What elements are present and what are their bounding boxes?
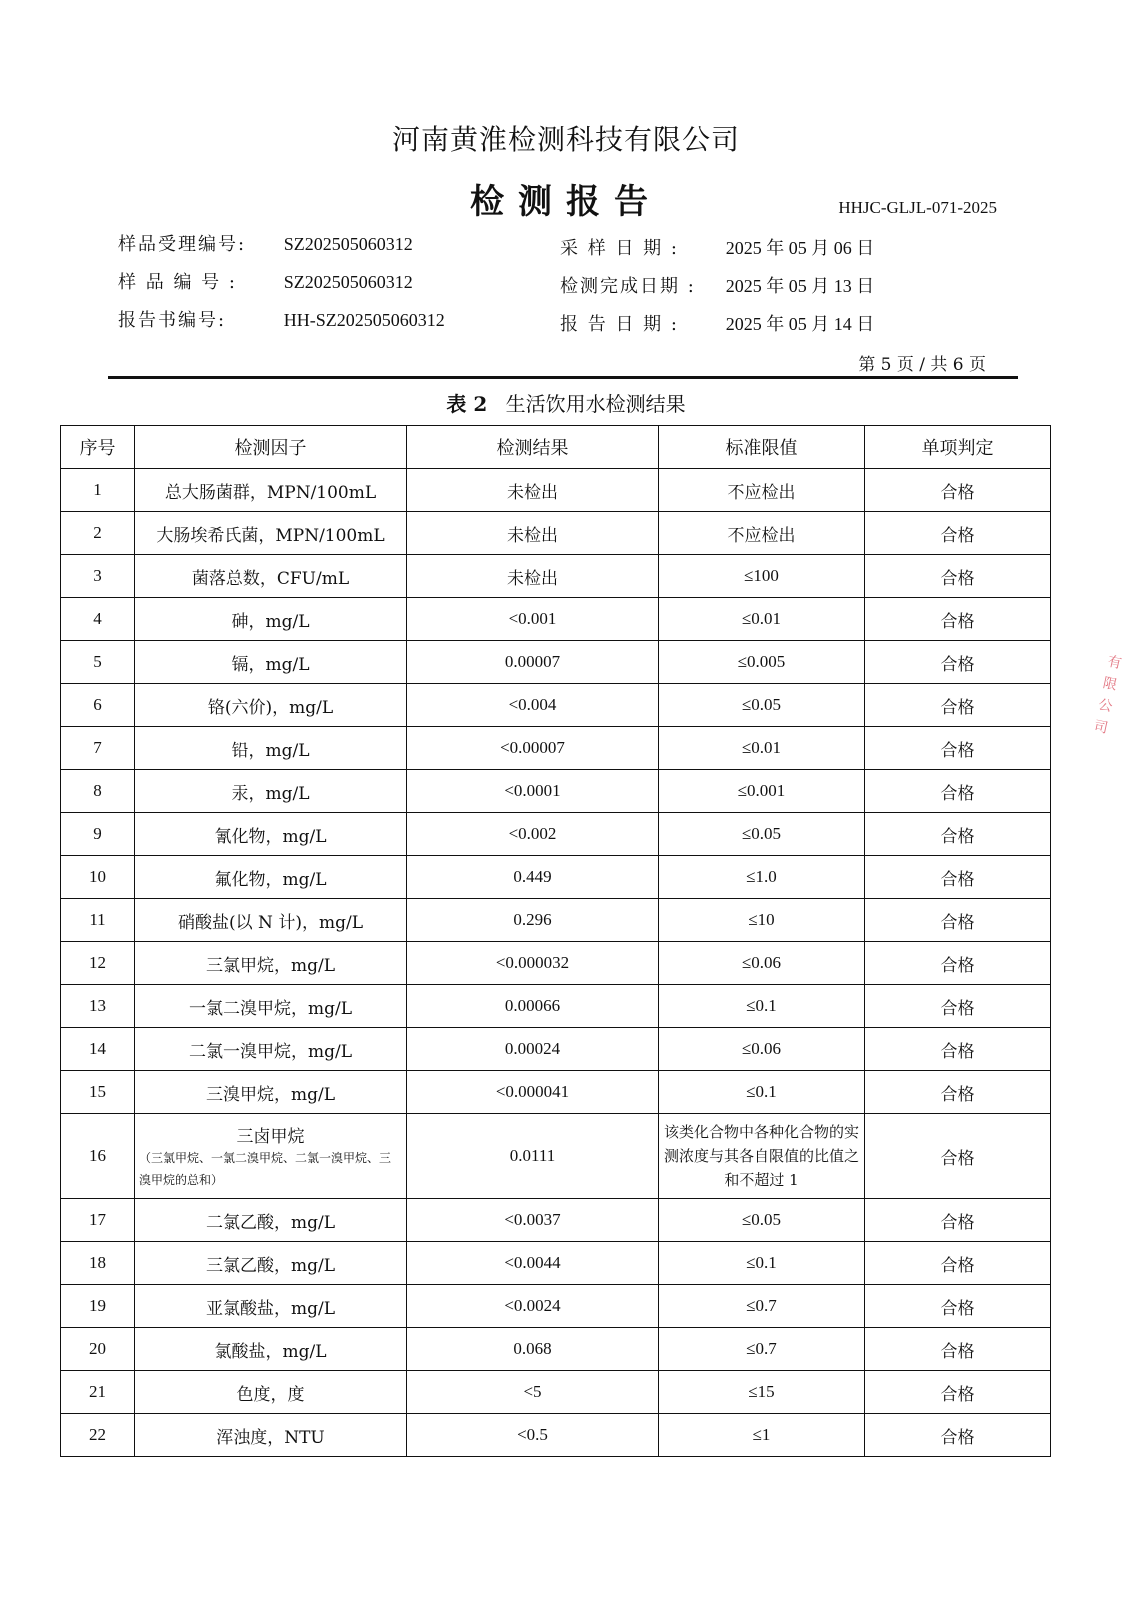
results-table (60, 425, 1051, 1457)
meta-label: 样 品 编 号 : (118, 272, 237, 293)
table-row (61, 1242, 1051, 1285)
header-divider (108, 376, 1018, 379)
cell-limit: ≤1.0 (659, 856, 865, 899)
cell-factor: 色度，度 (135, 1371, 407, 1414)
table-row (61, 512, 1051, 555)
meta-value: 2025 年 05 月 06 日 (725, 238, 875, 258)
cell-no: 22 (61, 1414, 135, 1457)
cell-no: 19 (61, 1285, 135, 1328)
meta-label: 报 告 日 期 : (560, 314, 679, 335)
table-row (61, 1371, 1051, 1414)
table-header-row (61, 426, 1051, 469)
cell-factor: 氰化物，mg/L (135, 813, 407, 856)
cell-factor: 汞，mg/L (135, 770, 407, 813)
factor-note: （三氯甲烷、一氯二溴甲烷、二氯一溴甲烷、三溴甲烷的总和） (139, 1150, 392, 1187)
cell-no: 18 (61, 1242, 135, 1285)
document-code: HHJC-GLJL-071-2025 (838, 198, 997, 217)
cell-verdict: 合格 (865, 1242, 1051, 1285)
cell-limit: ≤1 (659, 1414, 865, 1457)
cell-verdict: 合格 (865, 899, 1051, 942)
cell-result: <5 (407, 1371, 659, 1414)
cell-limit: ≤0.05 (659, 684, 865, 727)
company-name: 河南黄淮检测科技有限公司 (391, 123, 740, 156)
cell-factor: 三氯乙酸，mg/L (135, 1242, 407, 1285)
cell-verdict: 合格 (865, 1371, 1051, 1414)
cell-limit: ≤0.05 (659, 813, 865, 856)
cell-no: 4 (61, 598, 135, 641)
table-row (61, 684, 1051, 727)
cell-result: 0.00007 (407, 641, 659, 684)
cell-no: 17 (61, 1199, 135, 1242)
cell-verdict: 合格 (865, 1414, 1051, 1457)
cell-result: 0.449 (407, 856, 659, 899)
cell-verdict: 合格 (865, 856, 1051, 899)
cell-factor: 三溴甲烷，mg/L (135, 1071, 407, 1114)
cell-verdict: 合格 (865, 469, 1051, 512)
cell-result: <0.004 (407, 684, 659, 727)
table-row (61, 1285, 1051, 1328)
cell-verdict: 合格 (865, 684, 1051, 727)
cell-factor: 砷，mg/L (135, 598, 407, 641)
meta-value: HH-SZ202505060312 (283, 310, 445, 330)
table-row (61, 641, 1051, 684)
cell-limit: ≤10 (659, 899, 865, 942)
meta-value: SZ202505060312 (283, 272, 413, 292)
cell-no: 15 (61, 1071, 135, 1114)
company-seal-stamp: 有 限 公 司 (1092, 653, 1124, 737)
cell-no: 11 (61, 899, 135, 942)
cell-no: 14 (61, 1028, 135, 1071)
table-row (61, 1414, 1051, 1457)
cell-verdict: 合格 (865, 1328, 1051, 1371)
cell-verdict: 合格 (865, 727, 1051, 770)
meta-report-date (560, 310, 874, 336)
cell-limit: ≤0.1 (659, 1242, 865, 1285)
cell-result: <0.0037 (407, 1199, 659, 1242)
cell-limit: ≤0.7 (659, 1328, 865, 1371)
col-header-no: 序号 (61, 426, 135, 469)
table-row (61, 727, 1051, 770)
cell-verdict: 合格 (865, 1028, 1051, 1071)
cell-no: 2 (61, 512, 135, 555)
cell-no: 20 (61, 1328, 135, 1371)
cell-result: 0.296 (407, 899, 659, 942)
cell-verdict: 合格 (865, 770, 1051, 813)
cell-no: 7 (61, 727, 135, 770)
table-row (61, 856, 1051, 899)
meta-label: 报告书编号: (118, 310, 227, 331)
cell-factor (135, 1114, 407, 1199)
table-row (61, 1114, 1051, 1199)
table-row (61, 1328, 1051, 1371)
cell-no: 8 (61, 770, 135, 813)
cell-verdict: 合格 (865, 942, 1051, 985)
document-title: 检测报告 (470, 182, 662, 222)
cell-factor: 氯酸盐，mg/L (135, 1328, 407, 1371)
cell-result: 0.068 (407, 1328, 659, 1371)
cell-result: <0.0024 (407, 1285, 659, 1328)
cell-factor: 大肠埃希氏菌，MPN/100mL (135, 512, 407, 555)
cell-limit: ≤0.06 (659, 1028, 865, 1071)
cell-verdict: 合格 (865, 813, 1051, 856)
cell-verdict: 合格 (865, 1071, 1051, 1114)
cell-limit: ≤0.7 (659, 1285, 865, 1328)
cell-factor: 硝酸盐(以 N 计)，mg/L (135, 899, 407, 942)
table-row (61, 813, 1051, 856)
meta-label: 采 样 日 期 : (560, 238, 679, 259)
cell-limit: 该类化合物中各种化合物的实测浓度与其各自限值的比值之和不超过 1 (659, 1114, 865, 1199)
cell-factor: 三氯甲烷，mg/L (135, 942, 407, 985)
cell-limit: 不应检出 (659, 512, 865, 555)
cell-result: 0.0111 (407, 1114, 659, 1199)
cell-result: <0.5 (407, 1414, 659, 1457)
table-number: 表 2 (446, 392, 488, 416)
cell-no: 1 (61, 469, 135, 512)
cell-no: 6 (61, 684, 135, 727)
cell-factor: 镉，mg/L (135, 641, 407, 684)
cell-result: <0.001 (407, 598, 659, 641)
cell-no: 13 (61, 985, 135, 1028)
cell-result: 0.00066 (407, 985, 659, 1028)
cell-no: 21 (61, 1371, 135, 1414)
cell-no: 10 (61, 856, 135, 899)
cell-no: 9 (61, 813, 135, 856)
meta-test-complete-date (560, 272, 874, 298)
cell-no: 16 (61, 1114, 135, 1199)
cell-result: <0.000032 (407, 942, 659, 985)
cell-no: 5 (61, 641, 135, 684)
col-header-result: 检测结果 (407, 426, 659, 469)
cell-factor: 菌落总数，CFU/mL (135, 555, 407, 598)
cell-factor: 亚氯酸盐，mg/L (135, 1285, 407, 1328)
meta-sample-no (118, 268, 413, 294)
cell-result: <0.0001 (407, 770, 659, 813)
table-title: 生活饮用水检测结果 (505, 392, 686, 416)
cell-limit: ≤0.05 (659, 1199, 865, 1242)
cell-result: 未检出 (407, 469, 659, 512)
cell-factor: 铅，mg/L (135, 727, 407, 770)
cell-limit: ≤15 (659, 1371, 865, 1414)
cell-limit: ≤0.001 (659, 770, 865, 813)
meta-value: 2025 年 05 月 13 日 (725, 276, 875, 296)
page-indicator: 第 5 页 / 共 6 页 (858, 355, 986, 375)
cell-result: <0.002 (407, 813, 659, 856)
cell-factor: 氟化物，mg/L (135, 856, 407, 899)
cell-verdict: 合格 (865, 985, 1051, 1028)
cell-result: 未检出 (407, 512, 659, 555)
cell-verdict: 合格 (865, 641, 1051, 684)
cell-limit: ≤0.01 (659, 598, 865, 641)
col-header-limit: 标准限值 (659, 426, 865, 469)
cell-no: 12 (61, 942, 135, 985)
cell-verdict: 合格 (865, 598, 1051, 641)
col-header-verdict: 单项判定 (865, 426, 1051, 469)
cell-limit: ≤0.06 (659, 942, 865, 985)
meta-label: 检测完成日期 : (560, 276, 696, 297)
col-header-factor: 检测因子 (135, 426, 407, 469)
table-row (61, 469, 1051, 512)
cell-result: <0.000041 (407, 1071, 659, 1114)
table-row (61, 942, 1051, 985)
cell-limit: 不应检出 (659, 469, 865, 512)
table-caption (0, 388, 1132, 417)
cell-limit: ≤0.01 (659, 727, 865, 770)
meta-sampling-date (560, 234, 874, 260)
table-row (61, 1071, 1051, 1114)
table-row (61, 1028, 1051, 1071)
table-row (61, 1199, 1051, 1242)
cell-limit: ≤100 (659, 555, 865, 598)
table-row (61, 555, 1051, 598)
cell-limit: ≤0.1 (659, 985, 865, 1028)
meta-value: SZ202505060312 (283, 234, 413, 254)
cell-verdict: 合格 (865, 1199, 1051, 1242)
cell-verdict: 合格 (865, 512, 1051, 555)
cell-factor: 总大肠菌群，MPN/100mL (135, 469, 407, 512)
cell-limit: ≤0.005 (659, 641, 865, 684)
cell-result: <0.0044 (407, 1242, 659, 1285)
meta-report-no (118, 306, 445, 332)
cell-no: 3 (61, 555, 135, 598)
table-row (61, 770, 1051, 813)
table-row (61, 899, 1051, 942)
table-row (61, 985, 1051, 1028)
cell-factor: 一氯二溴甲烷，mg/L (135, 985, 407, 1028)
cell-result: 未检出 (407, 555, 659, 598)
cell-limit: ≤0.1 (659, 1071, 865, 1114)
cell-factor: 铬(六价)，mg/L (135, 684, 407, 727)
cell-verdict: 合格 (865, 555, 1051, 598)
cell-verdict: 合格 (865, 1285, 1051, 1328)
table-row (61, 598, 1051, 641)
cell-factor: 浑浊度，NTU (135, 1414, 407, 1457)
meta-label: 样品受理编号: (118, 234, 247, 255)
meta-value: 2025 年 05 月 14 日 (725, 314, 875, 334)
cell-factor: 二氯乙酸，mg/L (135, 1199, 407, 1242)
cell-result: <0.00007 (407, 727, 659, 770)
cell-result: 0.00024 (407, 1028, 659, 1071)
factor-name: 三卤甲烷 (236, 1126, 305, 1147)
cell-factor: 二氯一溴甲烷，mg/L (135, 1028, 407, 1071)
cell-verdict: 合格 (865, 1114, 1051, 1199)
meta-sample-receipt-no (118, 230, 413, 256)
